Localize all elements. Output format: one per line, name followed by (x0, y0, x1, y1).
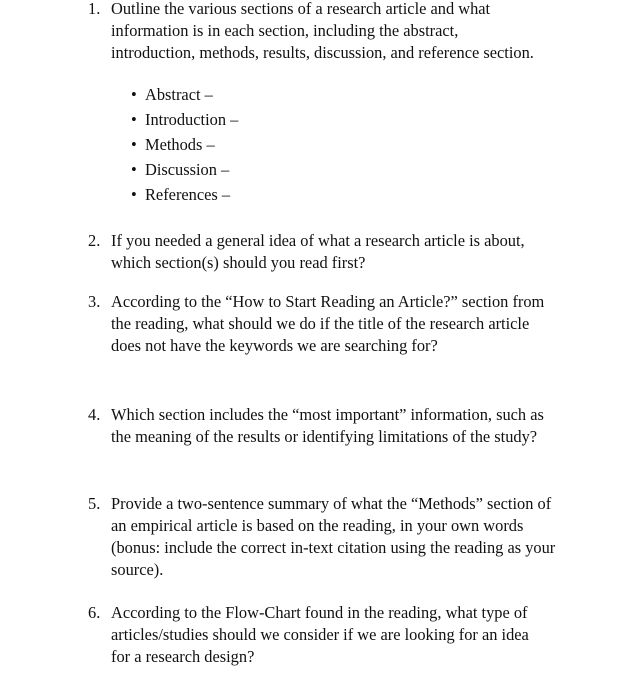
list-item-label: Discussion – (145, 160, 230, 179)
list-item (131, 109, 238, 134)
question-3 (88, 291, 558, 357)
question-text: Outline the various sections of a research article and what information is in each section, including the abstract, introduction, methods, results, discussion, and reference section. (111, 0, 534, 62)
list-item-label: Methods – (145, 135, 215, 154)
list-item (131, 84, 238, 109)
question-text: Which section includes the “most important” information, such as the meaning of the results or identifying limitations of the study? (111, 405, 544, 446)
list-item (131, 184, 238, 209)
list-item-label: Introduction – (145, 110, 239, 129)
bullet-icon: • (131, 110, 137, 129)
list-item-label: Abstract – (145, 85, 213, 104)
bullet-icon: • (131, 135, 137, 154)
list-item-label: References – (145, 185, 231, 204)
question-2 (88, 230, 548, 274)
question-number: 1. (88, 0, 101, 18)
question-1 (88, 0, 543, 64)
question-text: According to the Flow-Chart found in the reading, what type of articles/studies should we consider if we are looking for an idea for a research design? (111, 603, 529, 666)
question-number: 3. (88, 292, 101, 311)
question-5 (88, 493, 563, 581)
question-text: Provide a two-sentence summary of what the “Methods” section of an empirical article is based on the reading, in your own words (bonus: include the correct in-text citation using the reading as your source). (111, 494, 556, 579)
question-number: 2. (88, 231, 101, 250)
question-text: According to the “How to Start Reading an Article?” section from the reading, what should we do if the title of the research article does not have the keywords we are searching for? (111, 292, 545, 355)
question-6 (88, 602, 543, 668)
question-number: 4. (88, 405, 101, 424)
section-list (131, 84, 238, 209)
question-text: If you needed a general idea of what a research article is about, which section(s) should you read first? (111, 231, 525, 272)
question-number: 5. (88, 494, 101, 513)
bullet-icon: • (131, 185, 137, 204)
question-number: 6. (88, 603, 101, 622)
bullet-icon: • (131, 85, 137, 104)
bullet-icon: • (131, 160, 137, 179)
list-item (131, 159, 238, 184)
question-4 (88, 404, 563, 448)
list-item (131, 134, 238, 159)
